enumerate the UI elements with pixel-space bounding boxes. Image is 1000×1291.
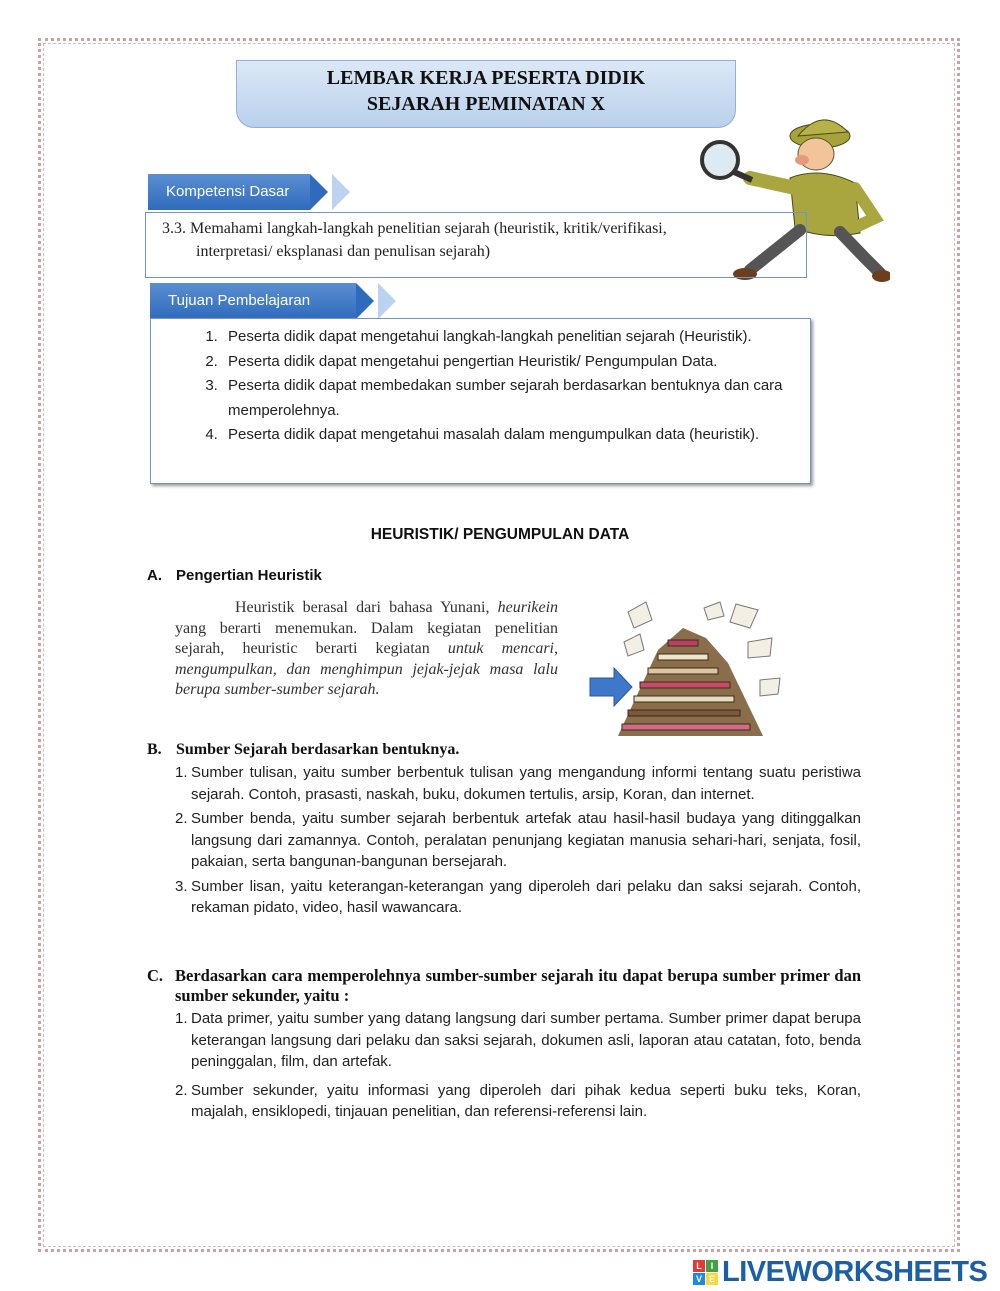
item-number: 1. bbox=[175, 1010, 188, 1027]
worksheet-title bbox=[236, 60, 736, 128]
section-b-list bbox=[175, 762, 861, 922]
heuristik-text-3: yang berarti menemukan. Dalam kegiatan penelitian sejarah, heuristic berarti kegiatan bbox=[175, 619, 558, 657]
item-number: 1. bbox=[175, 764, 188, 781]
chevron-right-icon bbox=[378, 283, 396, 319]
logo-text: LIVEWORKSHEETS bbox=[722, 1255, 988, 1288]
list-item bbox=[175, 762, 861, 805]
list-item: 4. Peserta didik dapat mengetahui masalah dalam mengumpulkan data (heuristik). bbox=[222, 423, 810, 448]
logo-mark-icon bbox=[693, 1260, 718, 1285]
section-c-list bbox=[175, 1008, 861, 1126]
tujuan-pembelajaran-box bbox=[150, 318, 811, 484]
liveworksheets-logo bbox=[693, 1255, 987, 1289]
item-text: Sumber sekunder, yaitu informasi yang diperoleh dari pihak kedua seperti buku teks, Koran, majalah, ensiklopedi, tinjauan penelitian, dan referensi-referensi lain. bbox=[191, 1081, 861, 1120]
list-item bbox=[175, 1080, 861, 1123]
title-line-2: SEJARAH PEMINATAN X bbox=[366, 93, 606, 115]
tujuan-pembelajaran-tag bbox=[150, 283, 356, 319]
logo-letter: E bbox=[706, 1273, 718, 1285]
list-item bbox=[175, 1008, 861, 1073]
tujuan-pembelajaran-label: Tujuan Pembelajaran bbox=[168, 292, 311, 309]
item-number: 2. bbox=[175, 810, 188, 827]
list-item: 3. Peserta didik dapat membedakan sumber sejarah berdasarkan bentuknya dan cara memperolehnya. bbox=[222, 374, 810, 423]
kompetensi-dasar-tag bbox=[148, 174, 310, 210]
heuristik-text-2: heurikein bbox=[497, 599, 559, 616]
section-c-label: C. bbox=[147, 966, 164, 985]
title-line-1: LEMBAR KERJA PESERTA DIDIK bbox=[326, 67, 646, 89]
list-item bbox=[175, 808, 861, 873]
main-heading: HEURISTIK/ PENGUMPULAN DATA bbox=[370, 526, 630, 543]
kompetensi-dasar-label: Kompetensi Dasar bbox=[166, 183, 290, 200]
section-a-title: Pengertian Heuristik bbox=[176, 567, 322, 584]
books-pile-illustration bbox=[588, 598, 788, 736]
item-text: Sumber benda, yaitu sumber sejarah berbentuk artefak atau hasil-hasil budaya yang ditinggalkan langsung dari zamannya. Contoh, peralatan penunjang kegiatan manusia sehari-hari, senjata, fosil, pakaian, serta bangunan-bangunan bersejarah. bbox=[191, 810, 861, 870]
kompetensi-line-2: interpretasi/ eksplanasi dan penulisan sejarah) bbox=[196, 243, 491, 260]
heuristik-paragraph bbox=[175, 598, 558, 701]
item-text: Data primer, yaitu sumber yang datang langsung dari sumber pertama. Sumber primer dapat berupa keterangan langsung dari pelaku dan saksi sejarah, dokumen asli, laporan atau catatan, foto, benda peninggalan, film, dan artefak. bbox=[191, 1010, 861, 1070]
section-c-title: Berdasarkan cara memperolehnya sumber-sumber sejarah itu dapat berupa sumber primer dan sumber sekunder, yaitu : bbox=[175, 966, 861, 1005]
item-text: Sumber lisan, yaitu keterangan-keterangan yang diperoleh dari pelaku dan saksi sejarah. Contoh, rekaman pidato, video, hasil wawancara. bbox=[191, 877, 861, 916]
item-number: 2. bbox=[175, 1081, 188, 1099]
list-item bbox=[175, 876, 861, 919]
list-item: 2. Peserta didik dapat mengetahui pengertian Heuristik/ Pengumpulan Data. bbox=[222, 350, 810, 375]
logo-letter: V bbox=[693, 1273, 705, 1285]
heuristik-text-4: untuk mencari, mengumpulkan, dan menghimpun jejak-jejak masa lalu berupa sumber-sumber sejarah. bbox=[175, 640, 559, 698]
section-b-title: Sumber Sejarah berdasarkan bentuknya. bbox=[176, 741, 460, 758]
item-text: Sumber tulisan, yaitu sumber berbentuk tulisan yang mengandung informi tentang suatu peristiwa sejarah. Contoh, prasasti, naskah, buku, dokumen tertulis, arsip, Koran, dan internet. bbox=[191, 764, 861, 803]
list-item: 1. Peserta didik dapat mengetahui langkah-langkah penelitian sejarah (Heuristik). bbox=[222, 325, 810, 350]
logo-letter: L bbox=[693, 1260, 705, 1272]
chevron-right-icon bbox=[332, 174, 350, 210]
item-number: 3. bbox=[175, 877, 188, 895]
logo-letter: I bbox=[706, 1260, 718, 1272]
kompetensi-dasar-box bbox=[145, 212, 807, 278]
section-a-label: A. bbox=[147, 567, 162, 584]
section-b-label: B. bbox=[147, 741, 162, 758]
kompetensi-line-1: 3.3. Memahami langkah-langkah penelitian sejarah (heuristik, kritik/verifikasi, bbox=[162, 220, 667, 237]
heuristik-text-1: Heuristik berasal dari bahasa Yunani, bbox=[235, 599, 490, 616]
tujuan-list bbox=[151, 319, 810, 448]
